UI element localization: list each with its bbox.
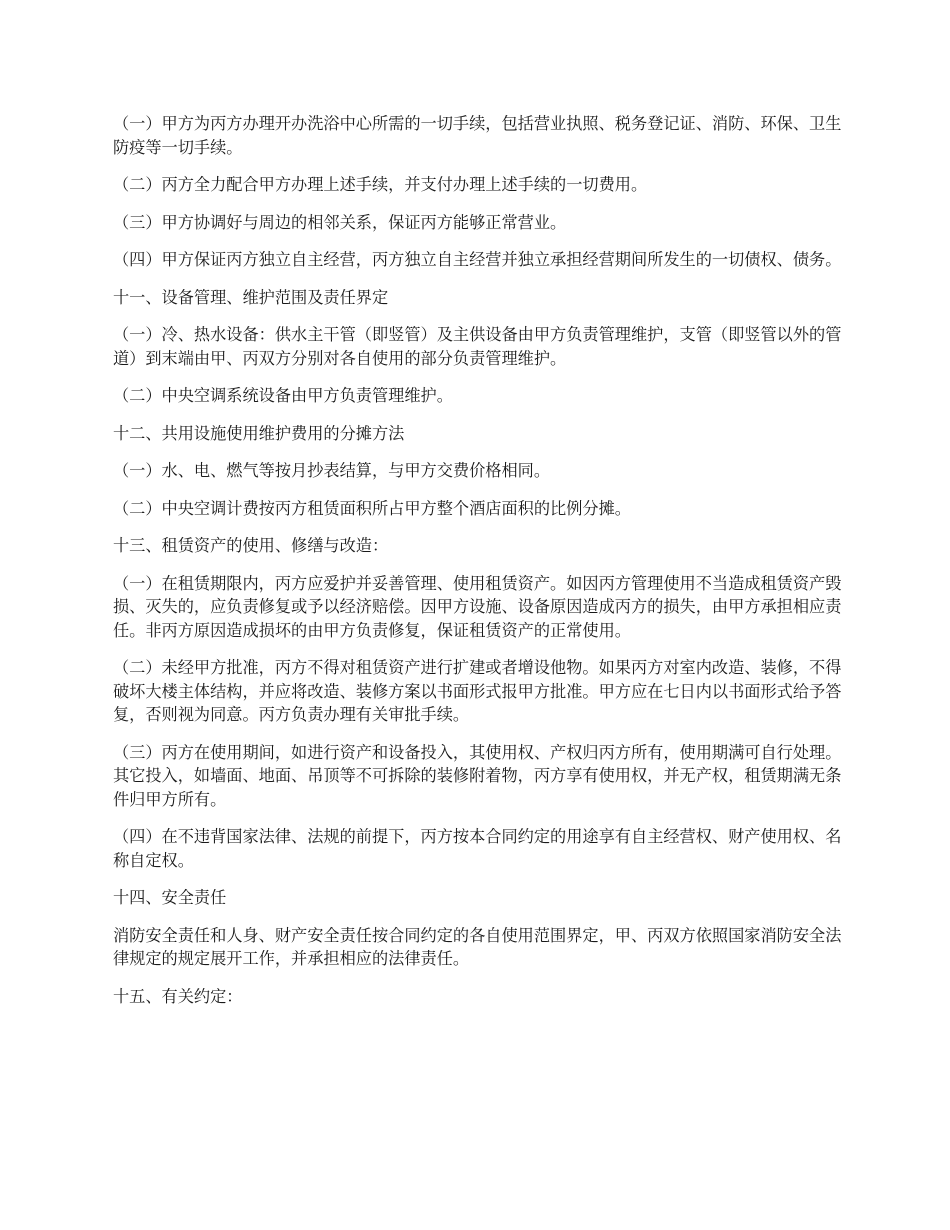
document-body <box>113 112 843 1022</box>
clause-paragraph: （一）水、电、燃气等按月抄表结算，与甲方交费价格相同。 <box>113 461 551 480</box>
clause-paragraph: 消防安全责任和人身、财产安全责任按合同约定的各自使用范围界定，甲、丙双方依照国家消防安全法律规定的规定展开工作，并承担相应的法律责任。 <box>113 925 842 968</box>
clause-paragraph: （一）在租赁期限内，丙方应爱护并妥善管理、使用租赁资产。如因丙方管理使用不当造成租赁资产毁损、灭失的，应负责修复或予以经济赔偿。因甲方设施、设备原因造成丙方的损失，由甲方承担相应责任。非丙方原因造成损坏的由甲方负责修复，保证租赁资产的正常使用。 <box>113 573 842 640</box>
clause-paragraph: （二）丙方全力配合甲方办理上述手续，并支付办理上述手续的一切费用。 <box>113 175 648 194</box>
clause-paragraph: （二）中央空调计费按丙方租赁面积所占甲方整个酒店面积的比例分摊。 <box>113 498 631 518</box>
clause-paragraph: （二）未经甲方批准，丙方不得对租赁资产进行扩建或者增设他物。如果丙方对室内改造、装修，不得破坏大楼主体结构，并应将改造、装修方案以书面形式报甲方批准。甲方应在七日内以书面形式给予答复，否则视为同意。丙方负责办理有关审批手续。 <box>113 658 842 724</box>
section-heading: 十四、安全责任 <box>113 888 227 907</box>
section-heading: 十五、有关约定： <box>113 986 243 1006</box>
section-heading: 十三、租赁资产的使用、修缮与改造： <box>113 536 389 555</box>
clause-paragraph: （一）甲方为丙方办理开办洗浴中心所需的一切手续，包括营业执照、税务登记证、消防、环保、卫生防疫等一切手续。 <box>113 114 842 157</box>
section-heading: 十一、设备管理、维护范围及责任界定 <box>113 287 389 307</box>
clause-paragraph: （二）中央空调系统设备由甲方负责管理维护。 <box>113 386 453 405</box>
clause-paragraph: （三）丙方在使用期间，如进行资产和设备投入，其使用权、产权归丙方所有，使用期满可自行处理。其它投入，如墙面、地面、吊顶等不可拆除的装修附着物，丙方享有使用权，并无产权，租赁期满无条件归甲方所有。 <box>113 742 842 809</box>
clause-paragraph: （四）在不违背国家法律、法规的前提下，丙方按本合同约定的用途享有自主经营权、财产使用权、名称自定权。 <box>113 827 842 870</box>
section-heading: 十二、共用设施使用维护费用的分摊方法 <box>113 423 405 443</box>
clause-paragraph: （四）甲方保证丙方独立自主经营，丙方独立自主经营并独立承担经营期间所发生的一切债权、债务。 <box>113 250 842 269</box>
clause-paragraph: （一）冷、热水设备：供水主干管（即竖管）及主供设备由甲方负责管理维护，支管（即竖管以外的管道）到末端由甲、丙双方分别对各自使用的部分负责管理维护。 <box>113 325 842 368</box>
clause-paragraph: （三）甲方协调好与周边的相邻关系，保证丙方能够正常营业。 <box>113 212 567 232</box>
